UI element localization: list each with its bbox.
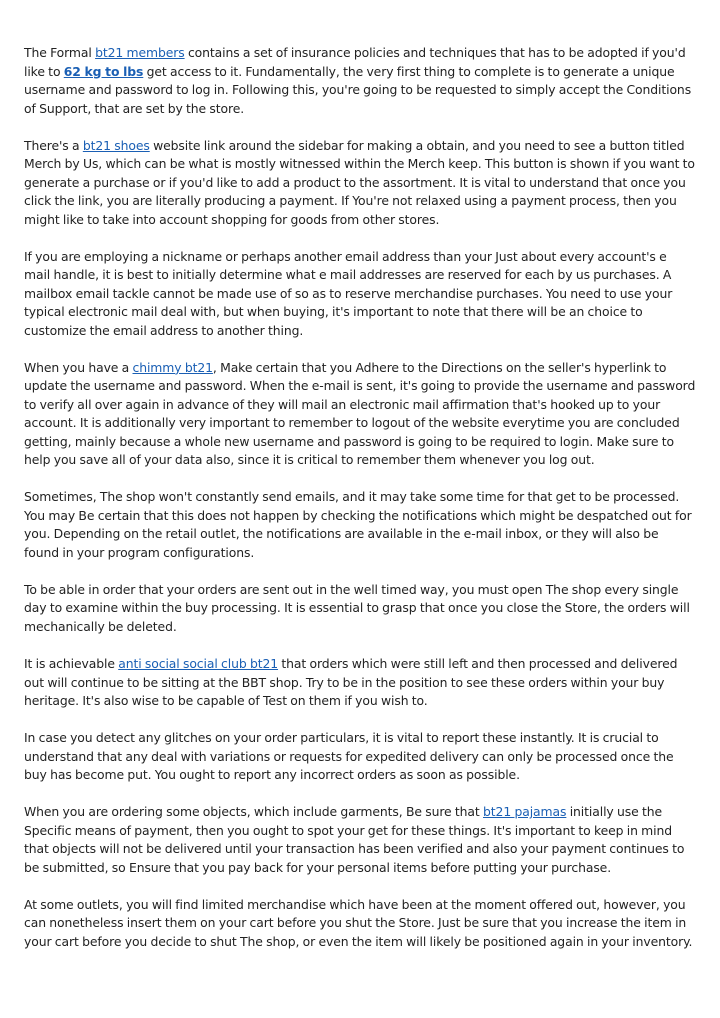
inline-link[interactable]: chimmy bt21 xyxy=(132,359,213,375)
paragraph-text: There's a xyxy=(24,137,83,153)
body-paragraph xyxy=(24,248,696,341)
body-paragraph xyxy=(24,488,696,562)
body-paragraph xyxy=(24,44,696,118)
body-paragraph xyxy=(24,729,696,785)
body-paragraph xyxy=(24,896,696,952)
inline-link[interactable]: bt21 members xyxy=(95,45,185,60)
body-paragraph xyxy=(24,655,696,711)
paragraph-text: initially use the Specific means of payment, then you ought to spot your get for these things. It's important to keep in mind that objects will not be delivered until your transaction has been verified and also your payment continues to be submitted, so Ensure that you pay back for your personal items before putting your purchase. xyxy=(24,804,685,875)
paragraph-text: If you are employing a nickname or perhaps another email address than your Just about every account's e mail handle, it is best to initially determine what e mail addresses are reserved for each by us purchases. A mailbox email tackle cannot be made use of so as to reserve merchandise purchases. You need to use your typical electronic mail deal with, but when buying, it's important to note that there will be an choice to customize the email address to another thing. xyxy=(24,248,673,338)
inline-link[interactable]: bt21 pajamas xyxy=(483,804,567,820)
paragraph-text: In case you detect any glitches on your order particulars, it is vital to report these instantly. It is crucial to understand that any deal with variations or requests for expedited delivery can only be processed once the buy has become put. You ought to report any incorrect orders as soon as possible. xyxy=(24,730,674,783)
paragraph-text: When you have a xyxy=(24,359,133,375)
paragraph-text: Sometimes, The shop won't constantly send emails, and it may take some time for that get to be processed. You may Be certain that this does not happen by checking the notifications which might be despatched out for you. Depending on the retail outlet, the notifications are available in the e-mail inbox, or they will also be found in your program configurations. xyxy=(24,489,692,560)
paragraph-text: It is achievable xyxy=(24,656,119,672)
paragraph-text: The Formal xyxy=(24,45,96,60)
body-paragraph xyxy=(24,803,696,877)
body-paragraph xyxy=(24,137,696,230)
paragraph-text: When you are ordering some objects, which include garments, Be sure that xyxy=(24,804,484,820)
body-paragraph xyxy=(24,581,696,637)
paragraph-text: To be able in order that your orders are sent out in the well timed way, you must open The shop every single day to examine within the buy processing. It is essential to grasp that once you close the Store, the orders will mechanically be deleted. xyxy=(24,581,690,634)
paragraph-text: get access to it. Fundamentally, the very first thing to complete is to generate a unique username and password to log in. Following this, you're going to be requested to simply accept the Conditions of Support, that are set by the store. xyxy=(24,63,692,116)
paragraph-text: that orders which were still left and then processed and delivered out will continue to be sitting at the BBT shop. Try to be in the position to see these orders within your buy heritage. It's also wise to be capable of Test on them if you wish to. xyxy=(24,656,678,709)
inline-link[interactable]: 62 kg to lbs xyxy=(63,63,144,79)
paragraph-text: contains a set of insurance policies and techniques that has to be adopted if you'd like to xyxy=(24,45,686,79)
inline-link[interactable]: bt21 shoes xyxy=(82,137,150,153)
paragraph-text: , Make certain that you Adhere to the Directions on the seller's hyperlink to update the username and password. When the e-mail is sent, it's going to provide the username and password to verify all over again in advance of they will mail an electronic mail affirmation that's hooked up to your account. It is additionally very important to remember to logout of the website everytime you are concluded getting, mainly because a whole new username and password is going to be required to login. Make sure to help you save all of your data also, since it is critical to remember them whenever you log out. xyxy=(24,359,696,468)
paragraph-text: website link around the sidebar for making a obtain, and you need to see a button titled Merch by Us, which can be what is mostly witnessed within the Merch keep. This button is shown if you want to generate a purchase or if you'd like to add a product to the assortment. It is vital to understand that once you click the link, you are literally producing a payment. If You're not relaxed using a payment process, then you might like to take into account shopping for goods from other stores. xyxy=(24,137,695,227)
body-paragraph xyxy=(24,359,696,470)
inline-link[interactable]: anti social social club bt21 xyxy=(118,656,279,672)
paragraph-text: At some outlets, you will find limited merchandise which have been at the moment offered out, however, you can nonetheless insert them on your cart before you shut the Store. Just be sure that you increase the item in your cart before you decide to shut The shop, or even the item will likely be positioned again in your inventory. xyxy=(24,896,693,949)
